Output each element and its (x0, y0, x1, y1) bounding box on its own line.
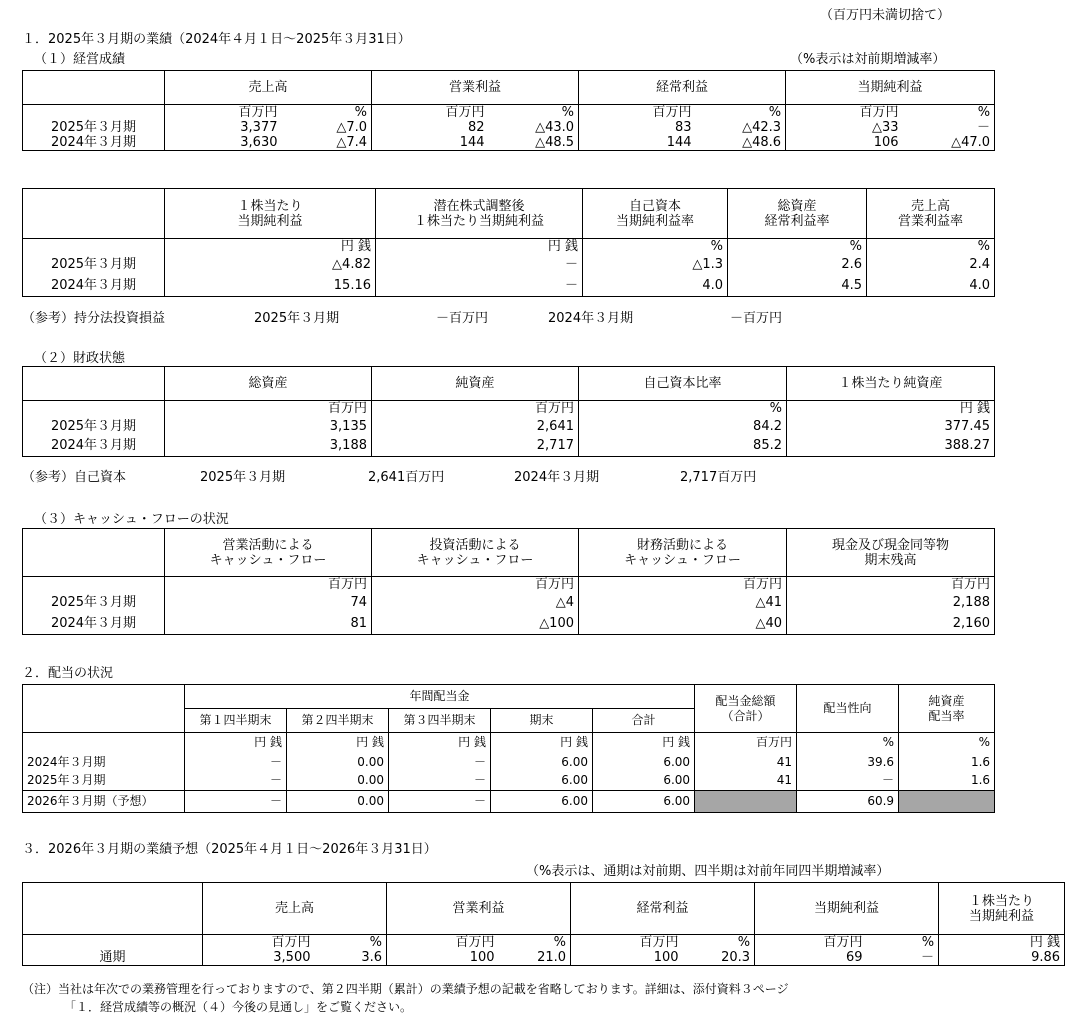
table-row: 2025年３月期 3,135 2,641 84.2 377.45 (23, 416, 995, 436)
cash-flow-table: 営業活動による キャッシュ・フロー 投資活動による キャッシュ・フロー 財務活動による キャッシュ・フロー 現金及び現金同等物 期末残高 百万円 百万円 百万円 百万円 2025年３月期 74 △4 △41 2,188 2024年３月期 81 △100 △40 2,160 (22, 528, 995, 635)
dividends-table: 年間配当金 配当金総額 （合計） 配当性向 純資産 配当率 第１四半期末 第２四半期末 第３四半期末 期末 合計 円 銭 円 銭 円 銭 円 銭 円 銭 百万円 % % 2024年３月期 － 0.00 － 6.00 6.00 41 39.6 1.6 2025年３月期 － 0.00 － 6.00 6.00 41 － 1.6 2026年３月期（予想） － 0.00 － 6.00 6.00 60.9 (22, 684, 995, 813)
financial-position-table: 総資産 純資産 自己資本比率 １株当たり純資産 百万円 百万円 % 円 銭 2025年３月期 3,135 2,641 84.2 377.45 2024年３月期 3,188 2,717 85.2 388.27 (22, 366, 995, 457)
unit: % (696, 105, 786, 121)
pct-note: （%表示は対前期増減率） (790, 52, 946, 67)
section1-title: １．2025年３月期の業績（2024年４月１日～2025年３月31日） (22, 32, 411, 47)
unit: % (282, 105, 372, 121)
per-share-table: １株当たり 当期純利益 潜在株式調整後 １株当たり当期純利益 自己資本 当期純利益率 総資産 経常利益率 売上高 営業利益率 円 銭 円 銭 % % % 2025年３月期 △4.82 － △1.3 2.6 2.4 2024年３月期 15.16 － 4.0 4.5 4.0 (22, 188, 995, 297)
section2-title: ２．配当の状況 (22, 666, 114, 681)
table-row: 2024年３月期 15.16 － 4.0 4.5 4.0 (23, 275, 995, 296)
shaded-cell (695, 791, 797, 813)
unit: 百万円 (579, 105, 696, 121)
unit: 百万円 (786, 105, 903, 121)
table-row: 2025年３月期 △4.82 － △1.3 2.6 2.4 (23, 254, 995, 275)
footnote-line2: 「１．経営成績等の概況（４）今後の見通し」をご覧ください。 (64, 1000, 413, 1014)
sub-financial-position: （２）財政状態 (34, 351, 126, 366)
ref-equity-method: （参考）持分法投資損益 (22, 311, 166, 326)
unit: % (903, 105, 995, 121)
footnote-line1: （注）当社は年次での業務管理を行っておりますので、第２四半期（累計）の業績予想の記載を省略しております。詳細は、添付資料３ページ (22, 982, 789, 996)
operating-results-table (22, 70, 995, 151)
row-label: 2024年３月期 (23, 135, 165, 151)
section3-title: ３．2026年３月期の業績予想（2025年４月１日～2026年３月31日） (22, 842, 437, 857)
table-row: 2024年３月期 3,188 2,717 85.2 388.27 (23, 436, 995, 456)
table-row: 2026年３月期（予想） － 0.00 － 6.00 6.00 60.9 (23, 791, 995, 813)
table-row: 2024年３月期 － 0.00 － 6.00 6.00 41 39.6 1.6 (23, 753, 995, 772)
table-row: 通期 3,500 3.6 100 21.0 100 20.3 69 － 9.86 (23, 950, 1065, 966)
sub-operating-results: （１）経営成績 (34, 52, 126, 67)
table-row: 2025年３月期 3,377 △7.0 82 △43.0 83 △42.3 △33 － (23, 120, 995, 135)
unit: % (489, 105, 579, 121)
hdr-operating-income: 営業利益 (372, 71, 579, 105)
table-row: 2025年３月期 74 △4 △41 2,188 (23, 592, 995, 613)
hdr-sales: 売上高 (165, 71, 372, 105)
shaded-cell (899, 791, 995, 813)
row-label: 2025年３月期 (23, 120, 165, 135)
unit: 百万円 (165, 105, 282, 121)
forecast-table: 売上高 営業利益 経常利益 当期純利益 １株当たり 当期純利益 百万円 % 百万円 % 百万円 % 百万円 % 円 銭 通期 3,500 3.6 100 21.0 100 20.3 69 － 9.86 (22, 882, 1065, 966)
table-row: 2024年３月期 81 △100 △40 2,160 (23, 613, 995, 634)
unit-note: （百万円未満切捨て） (820, 8, 951, 23)
unit: 百万円 (372, 105, 489, 121)
table-row: 2025年３月期 － 0.00 － 6.00 6.00 41 － 1.6 (23, 772, 995, 791)
hdr-ordinary-income: 経常利益 (579, 71, 786, 105)
table-row: 2024年３月期 3,630 △7.4 144 △48.5 144 △48.6 106 △47.0 (23, 135, 995, 151)
annual-dividend-hdr: 年間配当金 (185, 685, 695, 709)
forecast-pct-note: （%表示は、通期は対前期、四半期は対前年同四半期増減率） (526, 864, 890, 879)
ref-equity: （参考）自己資本 (22, 470, 127, 485)
hdr-net-income: 当期純利益 (786, 71, 995, 105)
sub-cash-flow: （３）キャッシュ・フローの状況 (34, 512, 229, 527)
